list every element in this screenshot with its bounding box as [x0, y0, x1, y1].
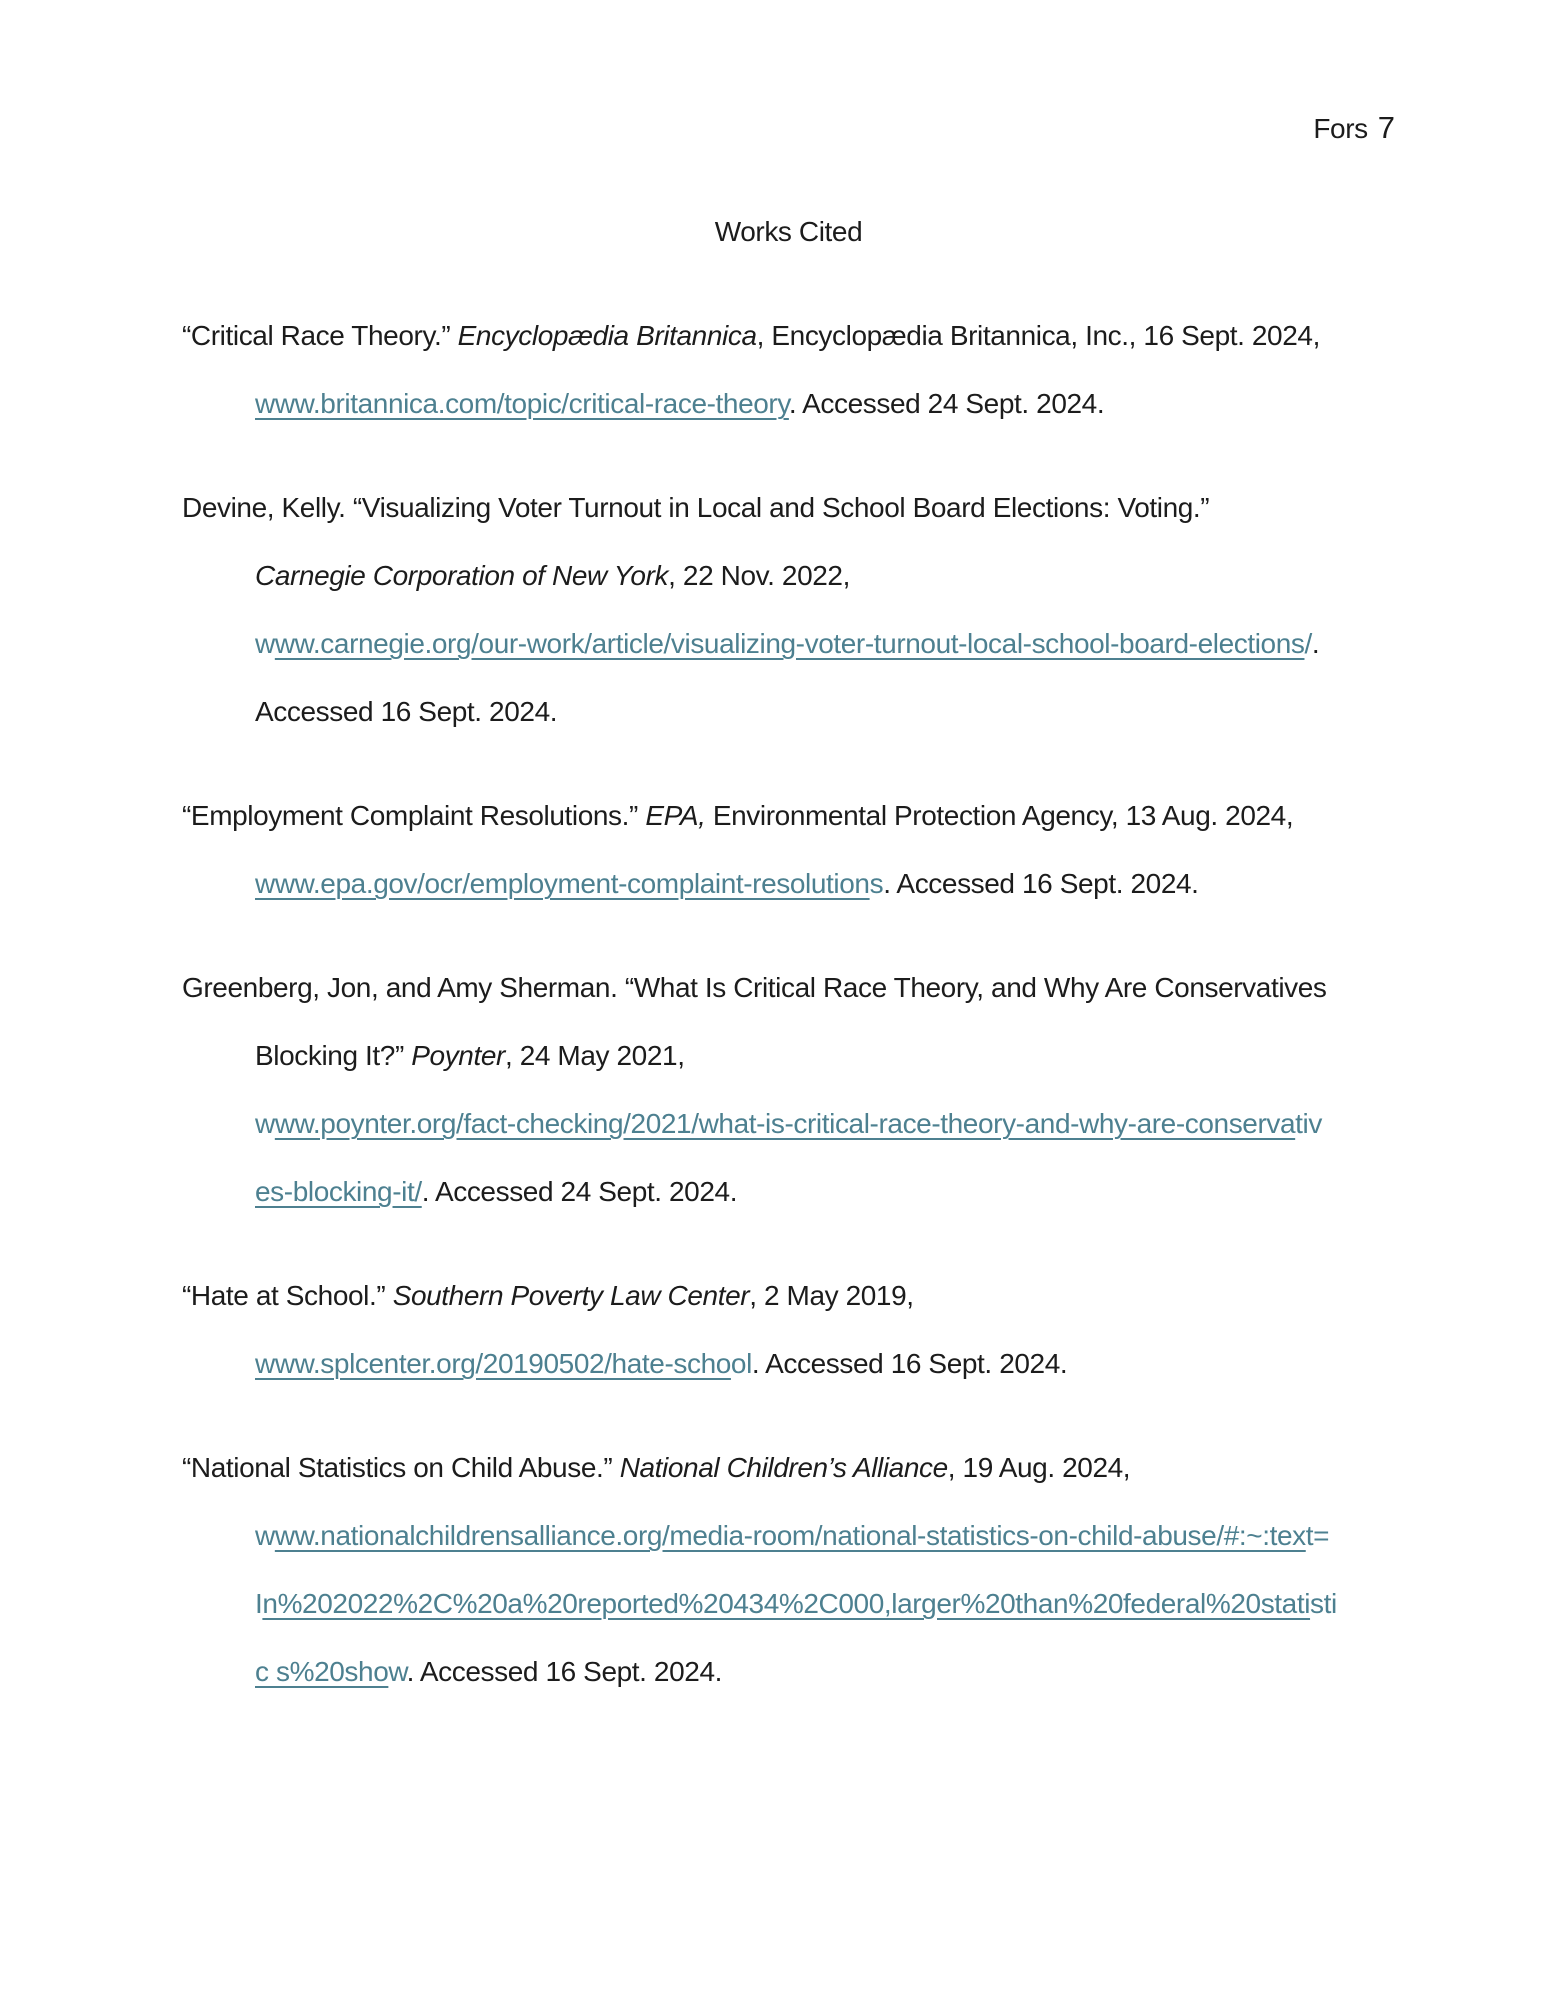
citation-line [182, 1330, 1395, 1398]
works-cited-list [182, 302, 1395, 1706]
citation-line [182, 302, 1395, 370]
citation-link[interactable]: c s%20sho [255, 1656, 389, 1687]
citation-text: “Critical Race Theory.” [182, 320, 458, 351]
citation-link[interactable]: t= [1305, 1520, 1330, 1551]
citation-link[interactable]: w [255, 628, 275, 659]
citation-line [182, 1022, 1395, 1090]
citation-entry [182, 302, 1395, 438]
citation-entry [182, 782, 1395, 918]
citation-line [182, 370, 1395, 438]
citation-line [182, 1262, 1395, 1330]
citation-line [182, 1158, 1395, 1226]
citation-text: Greenberg, Jon, and Amy Sherman. “What Is Critical Race Theory, and Why Are Conservatives [182, 972, 1327, 1003]
citation-link[interactable]: w [255, 1520, 275, 1551]
citation-link[interactable]: w [388, 1656, 407, 1687]
citation-line [182, 542, 1395, 610]
citation-text: . Accessed 16 Sept. 2024. [406, 1656, 722, 1687]
citation-line [182, 782, 1395, 850]
header-author-name: Fors [1313, 113, 1368, 144]
citation-text: . Accessed 16 Sept. 2024. [751, 1348, 1068, 1379]
citation-line [182, 1502, 1395, 1570]
citation-text: Blocking It?” [255, 1040, 412, 1071]
citation-text: , 19 Aug. 2024, [947, 1452, 1131, 1483]
citation-entry [182, 1262, 1395, 1398]
source-title: National Children’s Alliance [619, 1452, 948, 1483]
citation-text: . [1311, 628, 1320, 659]
citation-link[interactable]: ol [730, 1348, 752, 1379]
citation-line [182, 850, 1395, 918]
citation-link[interactable]: www.splcenter.org/20190502/hate-scho [255, 1348, 731, 1379]
page-title: Works Cited [714, 216, 863, 247]
citation-link[interactable]: sti [1310, 1588, 1337, 1619]
citation-text: . Accessed 24 Sept. 2024. [421, 1176, 738, 1207]
citation-text: , 24 May 2021, [504, 1040, 685, 1071]
citation-link[interactable]: / [1304, 628, 1312, 659]
citation-entry [182, 1434, 1395, 1706]
running-header [182, 94, 1395, 162]
citation-link[interactable]: w [255, 1108, 275, 1139]
citation-line [182, 1638, 1395, 1706]
citation-text: . Accessed 24 Sept. 2024. [788, 388, 1105, 419]
citation-line [182, 1434, 1395, 1502]
citation-link[interactable]: I [255, 1588, 263, 1619]
citation-link[interactable]: ww.poynter.org/fact-checking/2021/what-is-critical-race-theory-and-why-are-conserva [274, 1108, 1296, 1139]
source-title: Encyclopædia Britannica [457, 320, 757, 351]
citation-text: “National Statistics on Child Abuse.” [182, 1452, 620, 1483]
header-page-number: 7 [1377, 110, 1395, 145]
citation-text: , 22 Nov. 2022, [668, 560, 850, 591]
citation-text: , Encyclopædia Britannica, Inc., 16 Sept. 2024, [756, 320, 1320, 351]
citation-line [182, 1090, 1395, 1158]
citation-link[interactable]: ww.nationalchildrensalliance.org/media-room/national-statistics-on-child-abuse/#:~:tex [274, 1520, 1306, 1551]
citation-text: Environmental Protection Agency, 13 Aug. 2024, [705, 800, 1294, 831]
citation-link[interactable]: tiv [1295, 1108, 1322, 1139]
citation-line [182, 678, 1395, 746]
citation-text: Devine, Kelly. “Visualizing Voter Turnout in Local and School Board Elections: Voting.” [182, 492, 1210, 523]
citation-link[interactable]: www.epa.gov/ocr/employment-complaint-resolution [255, 868, 870, 899]
source-title: Carnegie Corporation of New York [255, 560, 669, 591]
citation-text: “Hate at School.” [182, 1280, 393, 1311]
citation-text: Accessed 16 Sept. 2024. [255, 696, 558, 727]
citation-text: , 2 May 2019, [749, 1280, 914, 1311]
citation-line [182, 610, 1395, 678]
citation-text: “Employment Complaint Resolutions.” [182, 800, 646, 831]
citation-line [182, 954, 1395, 1022]
citation-line [182, 1570, 1395, 1638]
source-title: EPA, [645, 800, 706, 831]
citation-entry [182, 954, 1395, 1226]
source-title: Southern Poverty Law Center [392, 1280, 750, 1311]
citation-link[interactable]: ww.carnegie.org/our-work/article/visualizing-voter-turnout-local-school-board-elections [274, 628, 1305, 659]
citation-link[interactable]: es-blocking-it/ [255, 1176, 422, 1207]
citation-text: . Accessed 16 Sept. 2024. [883, 868, 1199, 899]
source-title: Poynter [411, 1040, 505, 1071]
citation-link[interactable]: s [869, 868, 884, 899]
citation-entry [182, 474, 1395, 746]
citation-link[interactable]: www.britannica.com/topic/critical-race-theory [255, 388, 789, 419]
citation-line [182, 474, 1395, 542]
citation-link[interactable]: n%202022%2C%20a%20reported%20434%2C000,larger%20than%20federal%20stati [262, 1588, 1311, 1619]
